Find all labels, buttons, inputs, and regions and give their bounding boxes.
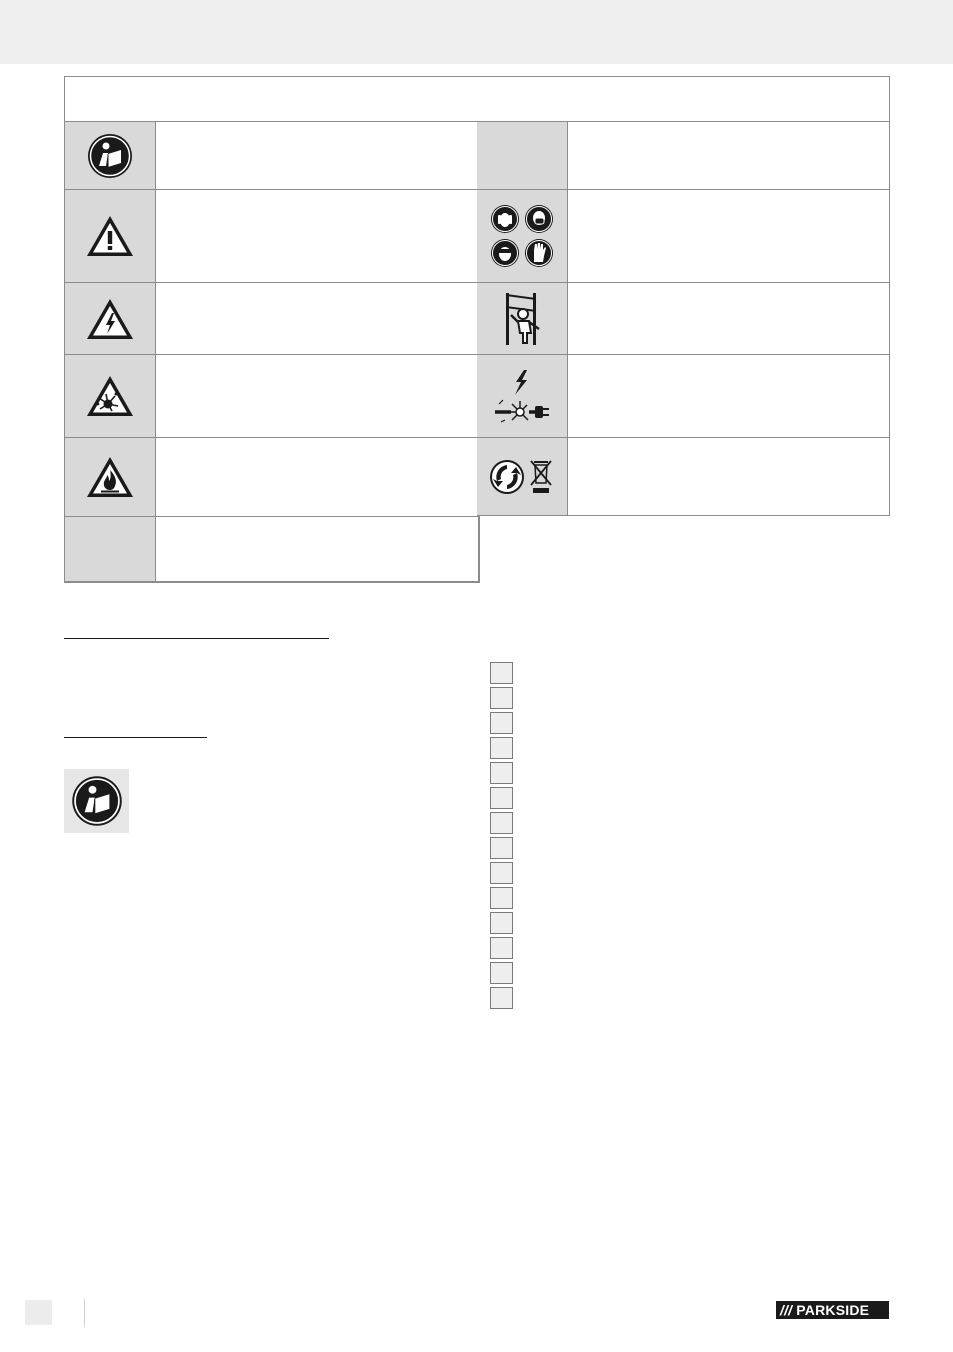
symbol-description xyxy=(156,517,478,581)
part-number-box xyxy=(490,987,513,1009)
symbol-row xyxy=(65,121,478,189)
symbol-description xyxy=(156,283,478,354)
symbol-row xyxy=(477,437,889,515)
symbol-description xyxy=(568,190,889,282)
symbol-description xyxy=(568,355,889,437)
protective-equipment-icons xyxy=(490,204,554,268)
part-number-box xyxy=(490,712,513,734)
read-manual-icon xyxy=(86,132,134,180)
subsection-heading-underline xyxy=(64,737,207,738)
part-number-box xyxy=(490,662,513,684)
logo-brand: PARKSIDE xyxy=(796,1302,870,1318)
info-icon-box xyxy=(64,769,129,833)
general-warning-icon xyxy=(85,214,135,258)
symbol-row xyxy=(65,516,478,581)
damaged-cable-icon xyxy=(493,368,551,424)
fire-warning-icon xyxy=(85,455,135,499)
explosive-warning-icon xyxy=(85,374,135,418)
footer-divider xyxy=(84,1299,85,1327)
symbol-description xyxy=(156,122,478,189)
part-number-box xyxy=(490,787,513,809)
electric-shock-warning-icon xyxy=(85,297,135,341)
part-number-box xyxy=(490,887,513,909)
symbol-description xyxy=(568,438,889,515)
keep-children-away-icon xyxy=(499,291,545,347)
symbol-description xyxy=(568,122,889,189)
symbol-row xyxy=(65,282,478,354)
part-number-box xyxy=(490,962,513,984)
recycling-and-disposal-icons xyxy=(489,457,555,497)
symbol-table-left-column xyxy=(64,121,480,583)
part-number-box xyxy=(490,937,513,959)
symbol-description xyxy=(156,438,478,516)
symbol-description xyxy=(568,283,889,354)
symbol-row xyxy=(477,189,889,282)
symbol-table xyxy=(64,76,890,582)
symbol-row xyxy=(65,189,478,282)
read-manual-icon xyxy=(70,774,124,828)
symbol-row xyxy=(65,354,478,437)
part-number-box xyxy=(490,812,513,834)
symbol-description xyxy=(156,190,478,282)
symbol-description xyxy=(156,355,478,437)
brand-logo xyxy=(776,1301,889,1319)
symbol-row xyxy=(65,437,478,516)
part-number-box xyxy=(490,762,513,784)
symbol-table-right-column xyxy=(477,121,890,516)
part-number-box xyxy=(490,687,513,709)
part-number-box xyxy=(490,912,513,934)
part-number-box xyxy=(490,862,513,884)
section-heading-underline xyxy=(64,638,329,639)
header-band xyxy=(0,0,953,64)
symbol-row xyxy=(477,121,889,189)
symbol-table-header xyxy=(64,76,890,121)
part-number-box xyxy=(490,737,513,759)
page-number-box xyxy=(25,1300,52,1325)
part-number-box xyxy=(490,837,513,859)
symbol-row xyxy=(477,282,889,354)
logo-slashes: /// xyxy=(780,1302,793,1318)
symbol-row xyxy=(477,354,889,437)
